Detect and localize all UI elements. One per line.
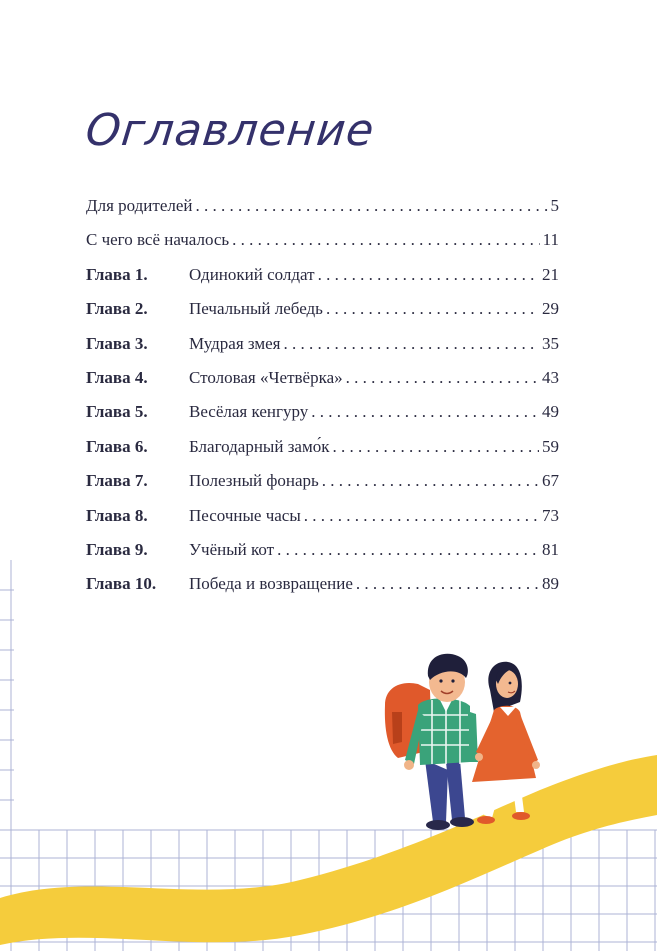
toc-leader [356,574,539,594]
toc-chapter-label: Глава 3. [86,333,148,353]
toc-leader [311,402,539,422]
toc-chapter-label: Глава 5. [86,402,148,422]
toc-entry-title: Победа и возвращение [189,574,353,594]
toc-entry-title: Песочные часы [189,505,301,525]
toc-chapter-label: Глава 10. [86,574,157,594]
toc-entry-title: Благодарный замо́к [189,436,330,456]
toc-row[interactable] [86,299,559,333]
toc-entry-title: Для родителей [86,196,193,215]
toc-row[interactable] [86,506,559,540]
toc-chapter-label: Глава 4. [86,367,148,387]
yellow-road [0,755,657,945]
toc-row[interactable] [86,471,559,505]
toc-row[interactable] [86,437,559,471]
toc-row[interactable] [86,574,559,608]
toc-row[interactable] [86,540,559,574]
toc-page-number: 73 [542,505,559,525]
toc-page-number: 43 [542,367,559,387]
toc-leader [196,196,548,216]
toc-row[interactable] [86,402,559,436]
page-title: Оглавление [83,105,378,157]
toc-leader [322,471,539,491]
toc-chapter-label: Глава 9. [86,539,148,559]
toc-leader [304,506,539,526]
toc-leader [332,437,539,457]
boy-illustration [385,654,478,830]
toc-entry-title: Весёлая кенгуру [189,402,309,422]
toc-leader [283,334,539,354]
toc-page-number: 59 [542,436,559,456]
toc-page-number: 81 [542,539,559,559]
toc-row[interactable] [86,230,559,264]
toc-page-number: 11 [542,230,559,250]
toc-chapter-label: Глава 7. [86,471,148,491]
toc-page-number: 35 [542,333,559,353]
toc-row[interactable] [86,265,559,299]
toc-entry-title: Столовая «Четвёрка» [189,367,343,387]
toc-page-number: 89 [542,574,559,594]
toc-page-number: 29 [542,299,559,319]
toc-page-number: 21 [542,264,559,284]
toc-entry-title: Учёный кот [189,539,275,559]
toc-entry-title: Печальный лебедь [189,299,323,319]
toc-row[interactable] [86,368,559,402]
toc-leader [326,299,539,319]
table-of-contents [86,196,559,609]
toc-entry-title: Одинокий солдат [189,264,315,284]
toc-chapter-label: Глава 2. [86,299,148,319]
toc-entry-title: С чего всё началось [86,230,230,250]
toc-leader [318,265,539,285]
toc-leader [232,230,539,250]
toc-entry-title: Полезный фонарь [189,471,319,491]
toc-row[interactable] [86,334,559,368]
toc-page-number: 49 [542,402,559,422]
toc-chapter-label: Глава 6. [86,436,148,456]
toc-leader [277,540,539,560]
toc-page-number: 67 [542,471,559,491]
toc-entry-title: Мудрая змея [189,333,281,353]
toc-leader [346,368,539,388]
toc-page-number: 5 [550,196,559,215]
toc-chapter-label: Глава 8. [86,505,148,525]
toc-row[interactable] [86,196,559,230]
toc-chapter-label: Глава 1. [86,264,148,284]
